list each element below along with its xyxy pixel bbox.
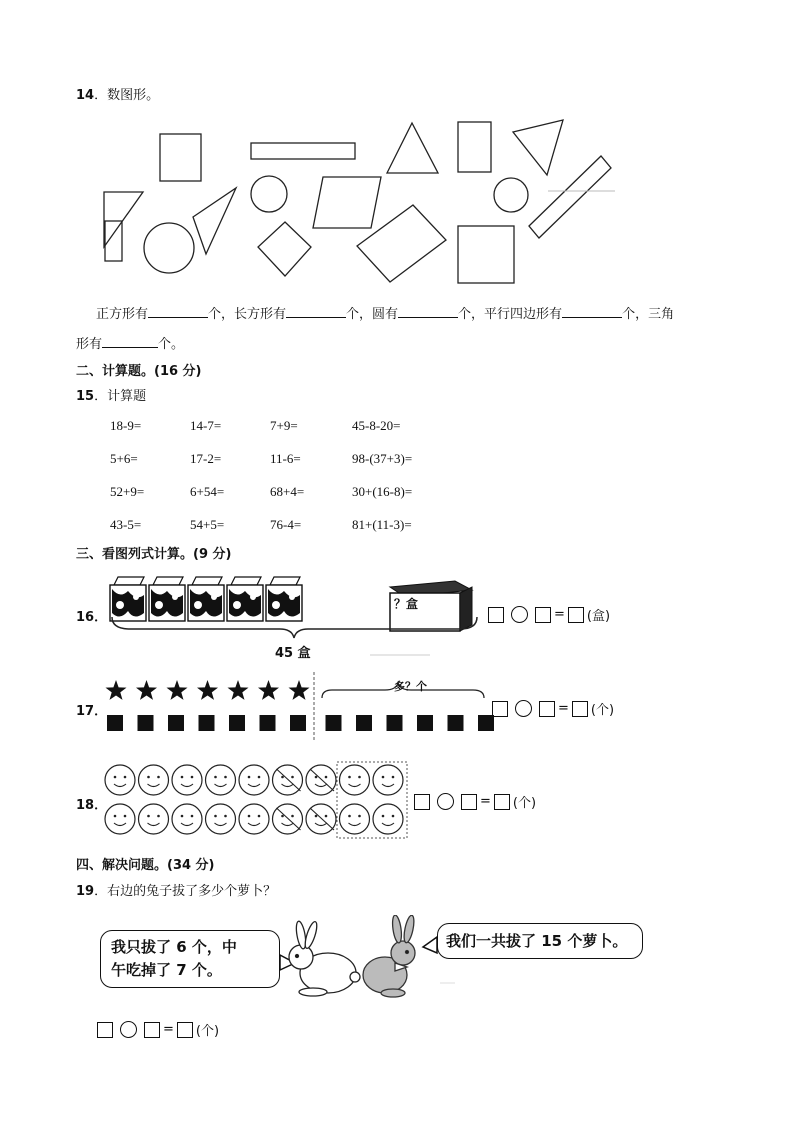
q18-number: 18． [76, 798, 108, 813]
smiley-face-icon [206, 765, 236, 795]
grey-rabbit-icon [363, 915, 416, 997]
q19-equation: = (个) [97, 1020, 219, 1039]
circle-shape [494, 178, 528, 212]
black-square-icon [107, 715, 123, 731]
parallelogram-shape [357, 205, 446, 282]
calc-problem: 81+(11-3)= [352, 517, 412, 532]
calc-problem: 14-7= [190, 418, 222, 433]
triangle-shape [193, 188, 236, 254]
q14-title: ．数图形。 [94, 88, 160, 103]
calc-problem: 7+9= [270, 418, 298, 433]
milk-box-icon [149, 577, 185, 621]
black-square-icon [290, 715, 306, 731]
smiley-face-icon [105, 765, 135, 795]
calc-problem: 6+54= [190, 484, 225, 499]
black-square-icon [199, 715, 215, 731]
triangle-shape [104, 192, 143, 247]
operator-circle[interactable] [437, 793, 454, 810]
q14-number: 14 [76, 88, 95, 103]
white-rabbit-icon [289, 920, 360, 996]
smiley-face-icon [273, 765, 303, 795]
answer-box[interactable] [535, 607, 551, 623]
star-icon [228, 680, 249, 700]
circle-shape [251, 176, 287, 212]
black-square-icon [448, 715, 464, 731]
smiley-face-icon [273, 804, 303, 834]
q16-number: 16． [76, 610, 108, 625]
box-question-label: ？盒 [394, 597, 419, 611]
star-icon [289, 680, 310, 700]
q14-header [76, 84, 159, 103]
operator-circle[interactable] [511, 606, 528, 623]
triangle-shape [513, 120, 563, 175]
calc-problem: 18-9= [110, 418, 142, 433]
smiley-face-icon [172, 804, 202, 834]
rectangle-shape [458, 122, 491, 172]
black-square-icon [417, 715, 433, 731]
q17-number: 17． [76, 704, 108, 719]
q18-smiley-figure [100, 760, 410, 840]
star-icon [167, 680, 188, 700]
calc-problem: 17-2= [190, 451, 222, 466]
operator-circle[interactable] [120, 1021, 137, 1038]
triangle-count-blank[interactable] [102, 335, 158, 348]
q14-line2: 形有 个。 [76, 337, 185, 352]
q14-shapes-figure [0, 110, 794, 295]
answer-box[interactable] [177, 1022, 193, 1038]
smiley-face-icon [206, 804, 236, 834]
circle-shape [144, 223, 194, 273]
section-4-title: 四、解决问题。(34 分) [76, 858, 215, 873]
black-square-icon [229, 715, 245, 731]
right-speech-bubble: 我们一共拔了 15 个萝卜。 [437, 923, 643, 959]
milk-box-icon [227, 577, 263, 621]
calc-problem: 54+5= [190, 517, 225, 532]
smiley-face-icon [340, 804, 370, 834]
square-count-blank[interactable] [148, 305, 208, 318]
smiley-face-icon [139, 765, 169, 795]
calc-problem: 52+9= [110, 484, 145, 499]
rabbits-picture [255, 915, 455, 1005]
milk-box-icon [266, 577, 302, 621]
answer-box[interactable] [492, 701, 508, 717]
smiley-face-icon [172, 765, 202, 795]
brace-question-label: 多？个 [394, 680, 427, 693]
calc-problem: 76-4= [270, 517, 302, 532]
smiley-face-icon [239, 804, 269, 834]
total-45-label: 45 盒 [275, 646, 311, 661]
triangle-shape [387, 123, 438, 173]
rectangle-count-blank[interactable] [286, 305, 346, 318]
section-2-title: 二、计算题。(16 分) [76, 364, 202, 379]
section-3-title: 三、看图列式计算。(9 分) [76, 547, 232, 562]
answer-box[interactable] [494, 794, 510, 810]
q14-line1: 正方形有 个，长方形有 个，圆有 个，平行四边形有 个，三角 [96, 307, 675, 322]
operator-circle[interactable] [515, 700, 532, 717]
answer-box[interactable] [572, 701, 588, 717]
answer-box[interactable] [414, 794, 430, 810]
black-square-icon [387, 715, 403, 731]
q16-equation: = (盒) [488, 605, 610, 624]
calc-problem: 45-8-20= [352, 418, 401, 433]
black-square-icon [168, 715, 184, 731]
smiley-face-icon [373, 765, 403, 795]
star-icon [197, 680, 218, 700]
q19-header: 19．右边的兔子拔了多少个萝卜？ [76, 884, 277, 899]
star-icon [258, 680, 279, 700]
answer-box[interactable] [539, 701, 555, 717]
milk-box-icon [188, 577, 224, 621]
smiley-face-icon [239, 765, 269, 795]
q15-header: 15．计算题 [76, 389, 147, 404]
black-square-icon [260, 715, 276, 731]
black-square-icon [138, 715, 154, 731]
answer-box[interactable] [461, 794, 477, 810]
smiley-face-icon [340, 765, 370, 795]
star-icon [106, 680, 127, 700]
q18-equation: = (个) [414, 792, 536, 811]
black-square-icon [326, 715, 342, 731]
calc-problem: 68+4= [270, 484, 305, 499]
answer-box[interactable] [568, 607, 584, 623]
calc-problem: 11-6= [270, 451, 301, 466]
smiley-face-icon [105, 804, 135, 834]
left-speech-bubble: 我只拔了 6 个，中 午吃掉了 7 个。 [100, 930, 280, 988]
parallelogram-shape [313, 177, 381, 228]
black-square-icon [356, 715, 372, 731]
rhombus-shape [258, 222, 311, 276]
answer-box[interactable] [97, 1022, 113, 1038]
milk-box-icon [110, 577, 146, 621]
q17-equation: = (个) [492, 699, 614, 718]
answer-box[interactable] [144, 1022, 160, 1038]
rectangle-shape [251, 143, 355, 159]
calc-problem: 5+6= [110, 451, 138, 466]
star-icon [136, 680, 157, 700]
parallelogram-count-blank[interactable] [562, 305, 622, 318]
q17-figure [100, 670, 495, 745]
square-shape [160, 134, 201, 181]
circle-count-blank[interactable] [398, 305, 458, 318]
answer-box[interactable] [488, 607, 504, 623]
calc-problem: 43-5= [110, 517, 142, 532]
smiley-face-icon [306, 804, 336, 834]
calc-problem: 98-(37+3)= [352, 451, 413, 466]
smiley-face-icon [139, 804, 169, 834]
square-shape [458, 226, 514, 283]
smiley-face-icon [306, 765, 336, 795]
calc-problem: 30+(16-8)= [352, 484, 413, 499]
smiley-face-icon [373, 804, 403, 834]
